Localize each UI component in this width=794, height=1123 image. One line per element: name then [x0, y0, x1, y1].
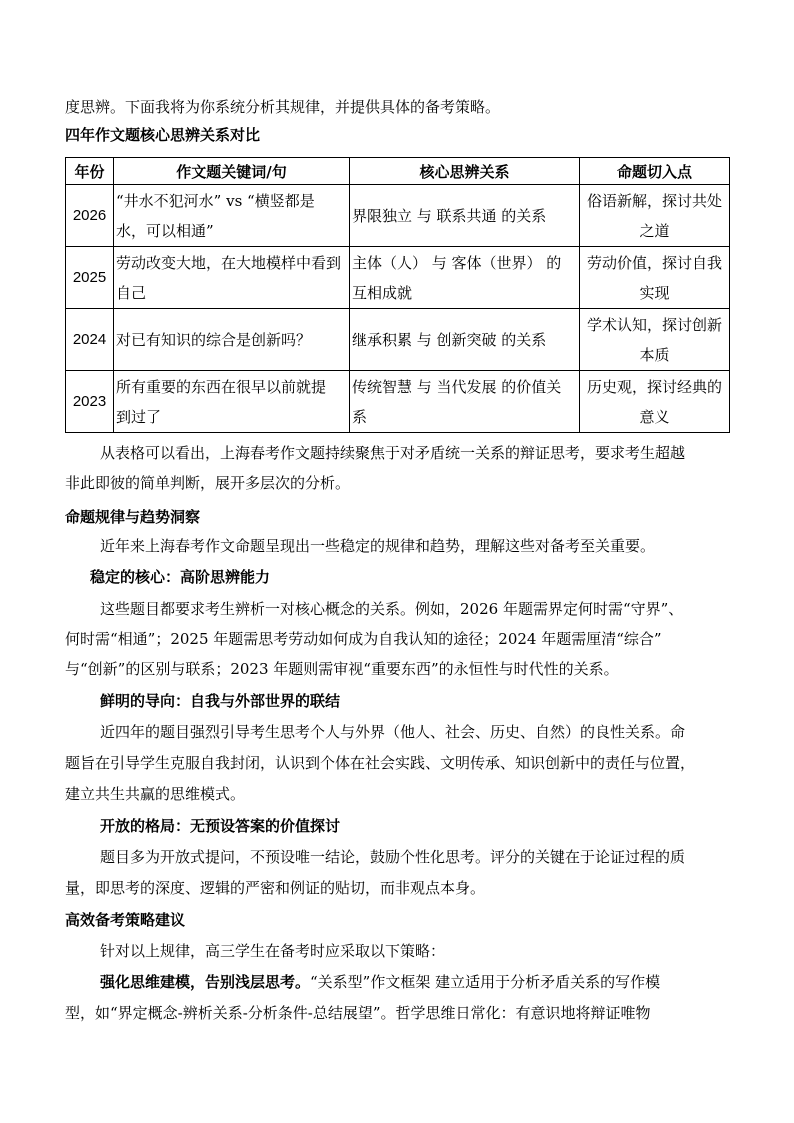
- cell-entry: 俗语新解，探讨共处 之道: [580, 185, 730, 247]
- cell-year: 2024: [66, 309, 114, 371]
- cell-entry: 历史观，探讨经典的 意义: [580, 371, 730, 433]
- cell-keyword: 对已有知识的综合是创新吗？: [114, 309, 350, 371]
- cell-relation: 传统智慧 与 当代发展 的价值关 系: [350, 371, 580, 433]
- header-entry: 命题切入点: [580, 158, 730, 185]
- table-header-row: [66, 158, 730, 185]
- cell-relation: 界限独立 与 联系共通 的关系: [350, 185, 580, 247]
- table-row: [66, 371, 730, 433]
- header-relation: 核心思辨关系: [350, 158, 580, 185]
- intro-paragraph-tail: 度思辨。下面我将为你系统分析其规律，并提供具体的备考策略。: [65, 98, 501, 116]
- strategy-line-2: 型，如“界定概念-辨析关系-分析条件-总结展望”。哲学思维日常化：有意识地将辩证唯物: [65, 1004, 651, 1022]
- strategy-bold-lead: 强化思维建模，告别浅层思考。: [100, 973, 311, 991]
- paragraph-open-line: 量，即思考的深度、逻辑的严密和例证的贴切，而非观点本身。: [65, 879, 486, 897]
- cell-entry: 学术认知，探讨创新 本质: [580, 309, 730, 371]
- section-heading-trends: 命题规律与趋势洞察: [65, 508, 201, 526]
- cell-relation: 继承积累 与 创新突破 的关系: [350, 309, 580, 371]
- header-year: 年份: [66, 158, 114, 185]
- subheading-core: 稳定的核心：高阶思辨能力: [90, 568, 271, 586]
- subheading-orientation: 鲜明的导向：自我与外部世界的联结: [100, 692, 341, 710]
- cell-year: 2023: [66, 371, 114, 433]
- paragraph-orientation-line: 近四年的题目强烈引导考生思考个人与外界（他人、社会、历史、自然）的良性关系。命: [100, 723, 686, 741]
- section-intro-trends: 近年来上海春考作文命题呈现出一些稳定的规律和趋势，理解这些对备考至关重要。: [100, 537, 656, 555]
- paragraph-open-line: 题目多为开放式提问，不预设唯一结论，鼓励个性化思考。评分的关键在于论证过程的质: [100, 848, 686, 866]
- paragraph-orientation-line: 题旨在引导学生克服自我封闭，认识到个体在社会实践、文明传承、知识创新中的责任与位置，: [65, 754, 696, 772]
- strategy-line-1: [100, 971, 735, 993]
- cell-keyword: 所有重要的东西在很早以前就提 到过了: [114, 371, 350, 433]
- section-intro-strategy: 针对以上规律，高三学生在备考时应采取以下策略：: [100, 942, 446, 960]
- table-row: [66, 247, 730, 309]
- summary-line-2: 非此即彼的简单判断，展开多层次的分析。: [65, 474, 351, 492]
- table-row: [66, 185, 730, 247]
- cell-relation: 主体（人） 与 客体（世界） 的 互相成就: [350, 247, 580, 309]
- subheading-open: 开放的格局：无预设答案的价值探讨: [100, 817, 341, 835]
- comparison-table: [65, 157, 730, 433]
- paragraph-core-line: 何时需“相通”；2025 年题需思考劳动如何成为自我认知的途径；2024 年题需厘清“综合”: [65, 630, 662, 648]
- cell-keyword: 劳动改变大地，在大地模样中看到 自己: [114, 247, 350, 309]
- strategy-line-1-rest: “关系型”作文框架 建立适用于分析矛盾关系的写作模: [310, 973, 661, 991]
- summary-line-1: 从表格可以看出，上海春考作文题持续聚焦于对矛盾统一关系的辩证思考，要求考生超越: [100, 444, 686, 462]
- section-heading-strategy: 高效备考策略建议: [65, 911, 186, 929]
- cell-year: 2026: [66, 185, 114, 247]
- cell-entry: 劳动价值，探讨自我 实现: [580, 247, 730, 309]
- paragraph-core-line: 与“创新”的区别与联系；2023 年题则需审视“重要东西”的永恒性与时代性的关系。: [65, 660, 619, 678]
- paragraph-core-line: 这些题目都要求考生辨析一对核心概念的关系。例如，2026 年题需界定何时需“守界”、: [100, 600, 684, 618]
- table-title: 四年作文题核心思辨关系对比: [65, 126, 261, 144]
- header-keyword: 作文题关键词/句: [114, 158, 350, 185]
- cell-keyword: “井水不犯河水” vs “横竖都是 水，可以相通”: [114, 185, 350, 247]
- paragraph-orientation-line: 建立共生共赢的思维模式。: [65, 785, 246, 803]
- cell-year: 2025: [66, 247, 114, 309]
- table-row: [66, 309, 730, 371]
